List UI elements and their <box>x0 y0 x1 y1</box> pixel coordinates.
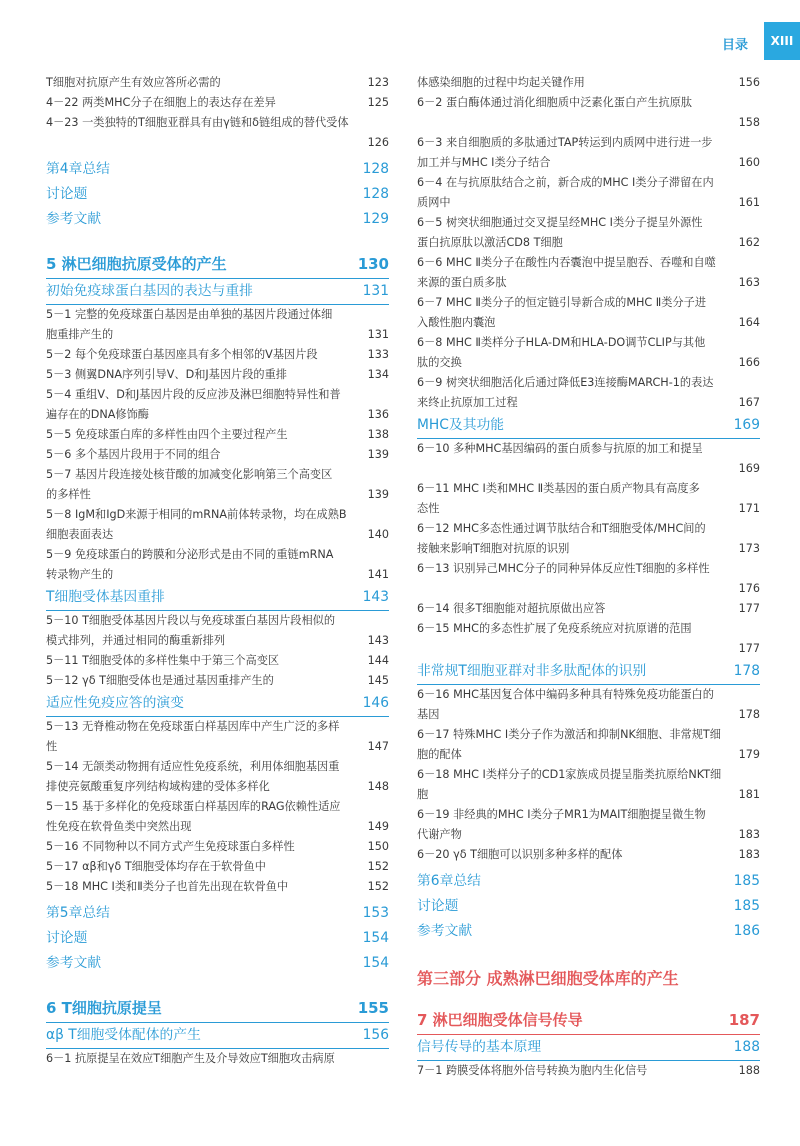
toc-entry[interactable] <box>46 545 389 565</box>
toc-section-heading[interactable] <box>417 413 760 439</box>
toc-chapter-heading[interactable] <box>46 994 389 1023</box>
toc-entry-title: 5－6 多个基因片段用于不同的组合 <box>46 448 221 461</box>
toc-entry-page: 143 <box>367 634 389 647</box>
toc-entry-page: 156 <box>362 1027 389 1043</box>
toc-entry[interactable] <box>46 797 389 817</box>
toc-entry-title: 5－14 无颌类动物拥有适应性免疫系统，利用体细胞基因重 <box>46 760 340 773</box>
toc-entry-title: 讨论题 <box>417 898 459 914</box>
toc-entry-title: 讨论题 <box>46 186 88 202</box>
toc-entry-title: 6－9 树突状细胞活化后通过降低E3连接酶MARCH-1的表达 <box>417 376 714 389</box>
toc-entry-page: 133 <box>367 348 389 361</box>
toc-entry-page: 181 <box>738 788 760 801</box>
toc-entry-title: 胞的配体 <box>417 748 462 761</box>
toc-entry[interactable] <box>46 445 389 465</box>
toc-entry-title: T细胞受体基因重排 <box>46 589 165 605</box>
toc-entry[interactable] <box>46 837 389 857</box>
toc-entry-page: 171 <box>738 502 760 515</box>
toc-entry-title: 胞重排产生的 <box>46 328 114 341</box>
toc-entry-title: 5－1 完整的免疫球蛋白基因是由单独的基因片段通过体细 <box>46 308 333 321</box>
toc-entry-page: 183 <box>738 828 760 841</box>
toc-entry-page: 125 <box>367 96 389 109</box>
toc-entry[interactable] <box>417 113 760 133</box>
toc-entry[interactable] <box>46 757 389 777</box>
toc-entry-page: 143 <box>362 589 389 605</box>
toc-entry[interactable] <box>46 405 389 425</box>
toc-entry-page: 140 <box>367 528 389 541</box>
toc-entry[interactable] <box>46 611 389 631</box>
toc-entry-title: 第4章总结 <box>46 161 110 177</box>
toc-entry-title: 6－17 特殊MHC Ⅰ类分子作为激活和抑制NK细胞、非常规T细 <box>417 728 721 741</box>
toc-entry-page: 185 <box>733 898 760 914</box>
toc-entry-title: 排使亮氨酸重复序列结构域构建的受体多样化 <box>46 780 270 793</box>
toc-entry[interactable] <box>417 373 760 393</box>
toc-entry[interactable] <box>417 479 760 499</box>
spacer <box>46 976 389 994</box>
toc-entry[interactable] <box>417 685 760 705</box>
toc-entry[interactable] <box>46 651 389 671</box>
toc-entry-page: 136 <box>367 408 389 421</box>
toc-entry[interactable] <box>417 93 760 113</box>
toc-entry[interactable] <box>46 1049 389 1069</box>
toc-entry-page: 163 <box>738 276 760 289</box>
toc-entry[interactable] <box>46 425 389 445</box>
toc-entry[interactable] <box>417 599 760 619</box>
toc-entry[interactable] <box>417 459 760 479</box>
toc-entry-page: 123 <box>367 76 389 89</box>
toc-entry[interactable] <box>417 825 760 845</box>
toc-part-heading[interactable] <box>417 962 760 996</box>
toc-section-heading[interactable] <box>417 659 760 685</box>
toc-entry[interactable] <box>417 253 760 273</box>
toc-entry-page: 176 <box>738 582 760 595</box>
toc-entry[interactable] <box>417 559 760 579</box>
toc-entry-page: 148 <box>367 780 389 793</box>
toc-chapter-item[interactable] <box>46 901 389 926</box>
toc-entry-title: 6－16 MHC基因复合体中编码多种具有特殊免疫功能蛋白的 <box>417 688 714 701</box>
toc-entry-title: 5－16 不同物种以不同方式产生免疫球蛋白多样性 <box>46 840 295 853</box>
toc-entry-title: 讨论题 <box>46 930 88 946</box>
toc-entry[interactable] <box>417 213 760 233</box>
toc-entry-title: 5－18 MHC Ⅰ类和Ⅱ类分子也首先出现在软骨鱼中 <box>46 880 289 893</box>
toc-entry-title: 参考文献 <box>46 955 102 971</box>
toc-entry-page: 154 <box>362 955 389 971</box>
toc-entry[interactable] <box>46 385 389 405</box>
toc-entry-title: 5－17 αβ和γδ T细胞受体均存在于软骨鱼中 <box>46 860 266 873</box>
toc-entry-page: 177 <box>738 602 760 615</box>
toc-entry-title: 6－10 多种MHC基因编码的蛋白质参与抗原的加工和提呈 <box>417 442 703 455</box>
toc-entry[interactable] <box>417 539 760 559</box>
toc-entry-title: 入酸性胞内囊泡 <box>417 316 496 329</box>
toc-entry[interactable] <box>417 353 760 373</box>
toc-entry-page: 152 <box>367 860 389 873</box>
toc-entry-title: 6－20 γδ T细胞可以识别多种多样的配体 <box>417 848 623 861</box>
toc-entry[interactable] <box>417 845 760 865</box>
toc-entry-page: 161 <box>738 196 760 209</box>
toc-entry-title: 6－2 蛋白酶体通过消化细胞质中泛素化蛋白产生抗原肽 <box>417 96 693 109</box>
toc-entry-page: 139 <box>367 488 389 501</box>
toc-entry-page: 134 <box>367 368 389 381</box>
toc-entry[interactable] <box>46 465 389 485</box>
toc-column-right <box>417 73 760 1081</box>
toc-entry[interactable] <box>417 173 760 193</box>
toc-entry-page: 187 <box>728 1011 760 1029</box>
toc-entry-title: 肽的交换 <box>417 356 462 369</box>
toc-entry-title: MHC及其功能 <box>417 417 505 433</box>
toc-chapter-item[interactable] <box>46 207 389 232</box>
toc-entry-title: 接触来影响T细胞对抗原的识别 <box>417 542 570 555</box>
toc-entry[interactable] <box>417 133 760 153</box>
toc-entry-title: 胞 <box>417 788 429 801</box>
toc-entry-title: 7 淋巴细胞受体信号传导 <box>417 1011 583 1029</box>
toc-entry-title: 6－13 识别异己MHC分子的同种异体反应性T细胞的多样性 <box>417 562 710 575</box>
toc-entry-page: 155 <box>357 999 389 1017</box>
toc-entry[interactable] <box>417 519 760 539</box>
toc-entry-page: 146 <box>362 695 389 711</box>
toc-entry-title: 信号传导的基本原理 <box>417 1039 542 1055</box>
toc-chapter-item[interactable] <box>417 894 760 919</box>
toc-entry-page: 128 <box>362 186 389 202</box>
toc-chapter-item[interactable] <box>417 869 760 894</box>
toc-entry-page: 169 <box>733 417 760 433</box>
toc-entry-page: 153 <box>362 905 389 921</box>
toc-entry-page: 144 <box>367 654 389 667</box>
toc-entry-title: 质网中 <box>417 196 451 209</box>
toc-entry-title: 6－4 在与抗原肽结合之前，新合成的MHC Ⅰ类分子滞留在内 <box>417 176 714 189</box>
toc-entry-title: 5－9 免疫球蛋白的跨膜和分泌形式是由不同的重链mRNA <box>46 548 334 561</box>
toc-entry[interactable] <box>417 1061 760 1081</box>
toc-entry-title: 5－8 IgM和IgD来源于相同的mRNA前体转录物，均在成熟B <box>46 508 347 521</box>
toc-entry[interactable] <box>46 717 389 737</box>
toc-entry-title: 代谢产物 <box>417 828 462 841</box>
toc-entry-page: 188 <box>733 1039 760 1055</box>
toc-chapter-item[interactable] <box>46 182 389 207</box>
toc-entry[interactable] <box>417 805 760 825</box>
toc-entry-page: 129 <box>362 211 389 227</box>
toc-chapter-item[interactable] <box>46 926 389 951</box>
toc-entry-page: 147 <box>367 740 389 753</box>
toc-entry-title: 适应性免疫应答的演变 <box>46 695 184 711</box>
toc-entry[interactable] <box>417 765 760 785</box>
toc-entry-page: 178 <box>733 663 760 679</box>
toc-entry[interactable] <box>46 113 389 133</box>
toc-entry-title: 基因 <box>417 708 440 721</box>
toc-entry-title: 4－23 一类独特的T细胞亚群具有由γ链和δ链组成的替代受体 <box>46 116 349 129</box>
toc-entry-page: 173 <box>738 542 760 555</box>
header-section-label: 目录 <box>722 38 749 53</box>
toc-entry-title: 转录物产生的 <box>46 568 114 581</box>
toc-entry-page: 178 <box>738 708 760 721</box>
toc-entry[interactable] <box>417 745 760 765</box>
toc-entry-page: 126 <box>367 136 389 149</box>
toc-entry[interactable] <box>46 305 389 325</box>
toc-entry[interactable] <box>417 193 760 213</box>
toc-entry-title: 来源的蛋白质多肽 <box>417 276 507 289</box>
toc-entry-title: 6－7 MHC Ⅱ类分子的恒定链引导新合成的MHC Ⅱ类分子进 <box>417 296 707 309</box>
toc-entry-title: 体感染细胞的过程中均起关键作用 <box>417 76 585 89</box>
toc-entry[interactable] <box>417 499 760 519</box>
toc-entry[interactable] <box>417 333 760 353</box>
toc-entry[interactable] <box>46 777 389 797</box>
toc-entry-title: 6－8 MHC Ⅱ类样分子HLA-DM和HLA-DO调节CLIP与其他 <box>417 336 706 349</box>
toc-entry[interactable] <box>46 505 389 525</box>
toc-entry-page: 177 <box>738 642 760 655</box>
toc-entry-title: 加工并与MHC Ⅰ类分子结合 <box>417 156 551 169</box>
toc-chapter-heading[interactable] <box>417 1006 760 1035</box>
toc-entry-title: αβ T细胞受体配体的产生 <box>46 1027 201 1043</box>
toc-entry-page: 131 <box>362 283 389 299</box>
toc-entry-title: 5－12 γδ T细胞受体也是通过基因重排产生的 <box>46 674 274 687</box>
toc-entry-page: 139 <box>367 448 389 461</box>
toc-entry-page: 150 <box>367 840 389 853</box>
toc-entry-title: 遍存在的DNA修饰酶 <box>46 408 149 421</box>
toc-entry-title: 7－1 跨膜受体将胞外信号转换为胞内生化信号 <box>417 1064 648 1077</box>
toc-entry-page: 156 <box>738 76 760 89</box>
toc-entry-title: 6－5 树突状细胞通过交叉提呈经MHC Ⅰ类分子提呈外源性 <box>417 216 703 229</box>
toc-chapter-item[interactable] <box>417 919 760 944</box>
toc-entry[interactable] <box>46 671 389 691</box>
toc-entry[interactable] <box>46 345 389 365</box>
toc-entry[interactable] <box>417 273 760 293</box>
toc-section-heading[interactable] <box>46 1023 389 1049</box>
toc-entry[interactable] <box>417 785 760 805</box>
toc-entry-page: 145 <box>367 674 389 687</box>
toc-entry-title: 6－14 很多T细胞能对超抗原做出应答 <box>417 602 606 615</box>
toc-entry[interactable] <box>417 313 760 333</box>
toc-entry-page: 130 <box>357 255 389 273</box>
toc-entry[interactable] <box>46 631 389 651</box>
toc-section-heading[interactable] <box>46 279 389 305</box>
toc-entry-title: 第三部分 成熟淋巴细胞受体库的产生 <box>417 969 679 988</box>
spacer <box>417 944 760 962</box>
toc-entry-title: 5－7 基因片段连接处核苷酸的加减变化影响第三个高变区 <box>46 468 333 481</box>
toc-chapter-heading[interactable] <box>46 250 389 279</box>
toc-column-left <box>46 73 389 1069</box>
toc-chapter-item[interactable] <box>46 157 389 182</box>
toc-entry[interactable] <box>46 565 389 585</box>
spacer <box>46 232 389 250</box>
toc-entry-title: 6－6 MHC Ⅱ类分子在酸性内吞囊泡中提呈胞吞、吞噬和自噬 <box>417 256 716 269</box>
toc-entry[interactable] <box>46 93 389 113</box>
toc-entry-page: 152 <box>367 880 389 893</box>
toc-entry[interactable] <box>417 705 760 725</box>
toc-entry[interactable] <box>46 485 389 505</box>
page-number-tab: XIII <box>764 22 800 60</box>
toc-entry[interactable] <box>417 153 760 173</box>
toc-entry-title: 模式排列，并通过相同的酶重新排列 <box>46 634 226 647</box>
toc-entry-page: 128 <box>362 161 389 177</box>
toc-entry-title: 6－12 MHC多态性通过调节肽结合和T细胞受体/MHC间的 <box>417 522 706 535</box>
toc-entry[interactable] <box>46 877 389 897</box>
toc-entry-title: 6－18 MHC Ⅰ类样分子的CD1家族成员提呈脂类抗原给NKT细 <box>417 768 722 781</box>
toc-entry-title: 性免疫在软骨鱼类中突然出现 <box>46 820 192 833</box>
toc-entry-title: 态性 <box>417 502 440 515</box>
toc-entry[interactable] <box>417 73 760 93</box>
toc-entry-page: 185 <box>733 873 760 889</box>
toc-entry-title: 5－3 侧翼DNA序列引导V、D和J基因片段的重排 <box>46 368 287 381</box>
toc-entry[interactable] <box>46 737 389 757</box>
toc-entry-title: 6－1 抗原提呈在效应T细胞产生及介导效应T细胞攻击病原 <box>46 1052 335 1065</box>
toc-entry-title: 6－15 MHC的多态性扩展了免疫系统应对抗原谱的范围 <box>417 622 692 635</box>
toc-entry-title: 来终止抗原加工过程 <box>417 396 518 409</box>
toc-entry-page: 154 <box>362 930 389 946</box>
toc-entry-page: 149 <box>367 820 389 833</box>
toc-entry[interactable] <box>417 725 760 745</box>
toc-entry-title: 6 T细胞抗原提呈 <box>46 999 162 1017</box>
toc-entry-title: 5－4 重组V、D和J基因片段的反应涉及淋巴细胞特异性和普 <box>46 388 341 401</box>
toc-entry-page: 188 <box>738 1064 760 1077</box>
toc-entry[interactable] <box>417 619 760 639</box>
toc-entry-title: 参考文献 <box>46 211 102 227</box>
spacer <box>417 996 760 1006</box>
toc-entry-title: 4－22 两类MHC分子在细胞上的表达存在差异 <box>46 96 276 109</box>
toc-entry-title: 6－3 来自细胞质的多肽通过TAP转运到内质网中进行进一步 <box>417 136 713 149</box>
toc-entry[interactable] <box>46 73 389 93</box>
toc-entry[interactable] <box>417 579 760 599</box>
toc-entry-page: 179 <box>738 748 760 761</box>
toc-entry-title: 细胞表面表达 <box>46 528 114 541</box>
toc-entry[interactable] <box>46 325 389 345</box>
toc-section-heading[interactable] <box>46 691 389 717</box>
toc-entry-title: 5 淋巴细胞抗原受体的产生 <box>46 255 227 273</box>
toc-entry-title: 非常规T细胞亚群对非多肽配体的识别 <box>417 663 647 679</box>
toc-entry[interactable] <box>417 233 760 253</box>
toc-entry-page: 138 <box>367 428 389 441</box>
toc-entry-title: 第5章总结 <box>46 905 110 921</box>
toc-entry[interactable] <box>417 393 760 413</box>
toc-entry-page: 160 <box>738 156 760 169</box>
toc-entry-title: 5－15 基于多样化的免疫球蛋白样基因库的RAG依赖性适应 <box>46 800 341 813</box>
toc-entry[interactable] <box>417 293 760 313</box>
toc-entry-title: 蛋白抗原肽以激活CD8 T细胞 <box>417 236 563 249</box>
toc-entry-title: 6－11 MHC Ⅰ类和MHC Ⅱ类基因的蛋白质产物具有高度多 <box>417 482 700 495</box>
toc-entry-title: 第6章总结 <box>417 873 481 889</box>
toc-entry-page: 164 <box>738 316 760 329</box>
toc-entry[interactable] <box>46 857 389 877</box>
toc-entry-title: 6－19 非经典的MHC Ⅰ类分子MR1为MAIT细胞提呈微生物 <box>417 808 706 821</box>
toc-entry-page: 162 <box>738 236 760 249</box>
toc-entry-page: 183 <box>738 848 760 861</box>
toc-entry-page: 167 <box>738 396 760 409</box>
toc-entry-title: 性 <box>46 740 58 753</box>
toc-entry-page: 131 <box>367 328 389 341</box>
toc-entry-title: 5－13 无脊椎动物在免疫球蛋白样基因库中产生广泛的多样 <box>46 720 340 733</box>
toc-entry[interactable] <box>46 365 389 385</box>
toc-entry-title: 5－11 T细胞受体的多样性集中于第三个高变区 <box>46 654 280 667</box>
toc-entry-title: T细胞对抗原产生有效应答所必需的 <box>46 76 221 89</box>
toc-entry-page: 158 <box>738 116 760 129</box>
toc-entry[interactable] <box>417 439 760 459</box>
toc-entry-title: 的多样性 <box>46 488 91 501</box>
toc-entry-page: 166 <box>738 356 760 369</box>
toc-entry-title: 5－5 免疫球蛋白库的多样性由四个主要过程产生 <box>46 428 288 441</box>
toc-entry[interactable] <box>46 133 389 153</box>
toc-entry[interactable] <box>417 639 760 659</box>
toc-section-heading[interactable] <box>46 585 389 611</box>
toc-section-heading[interactable] <box>417 1035 760 1061</box>
toc-entry-page: 169 <box>738 462 760 475</box>
toc-entry[interactable] <box>46 525 389 545</box>
toc-entry-title: 参考文献 <box>417 923 473 939</box>
toc-entry-title: 初始免疫球蛋白基因的表达与重排 <box>46 283 253 299</box>
toc-entry[interactable] <box>46 817 389 837</box>
toc-entry-title: 5－2 每个免疫球蛋白基因座具有多个相邻的V基因片段 <box>46 348 318 361</box>
toc-entry-page: 141 <box>367 568 389 581</box>
toc-entry-page: 186 <box>733 923 760 939</box>
toc-entry-title: 5－10 T细胞受体基因片段以与免疫球蛋白基因片段相似的 <box>46 614 336 627</box>
toc-chapter-item[interactable] <box>46 951 389 976</box>
